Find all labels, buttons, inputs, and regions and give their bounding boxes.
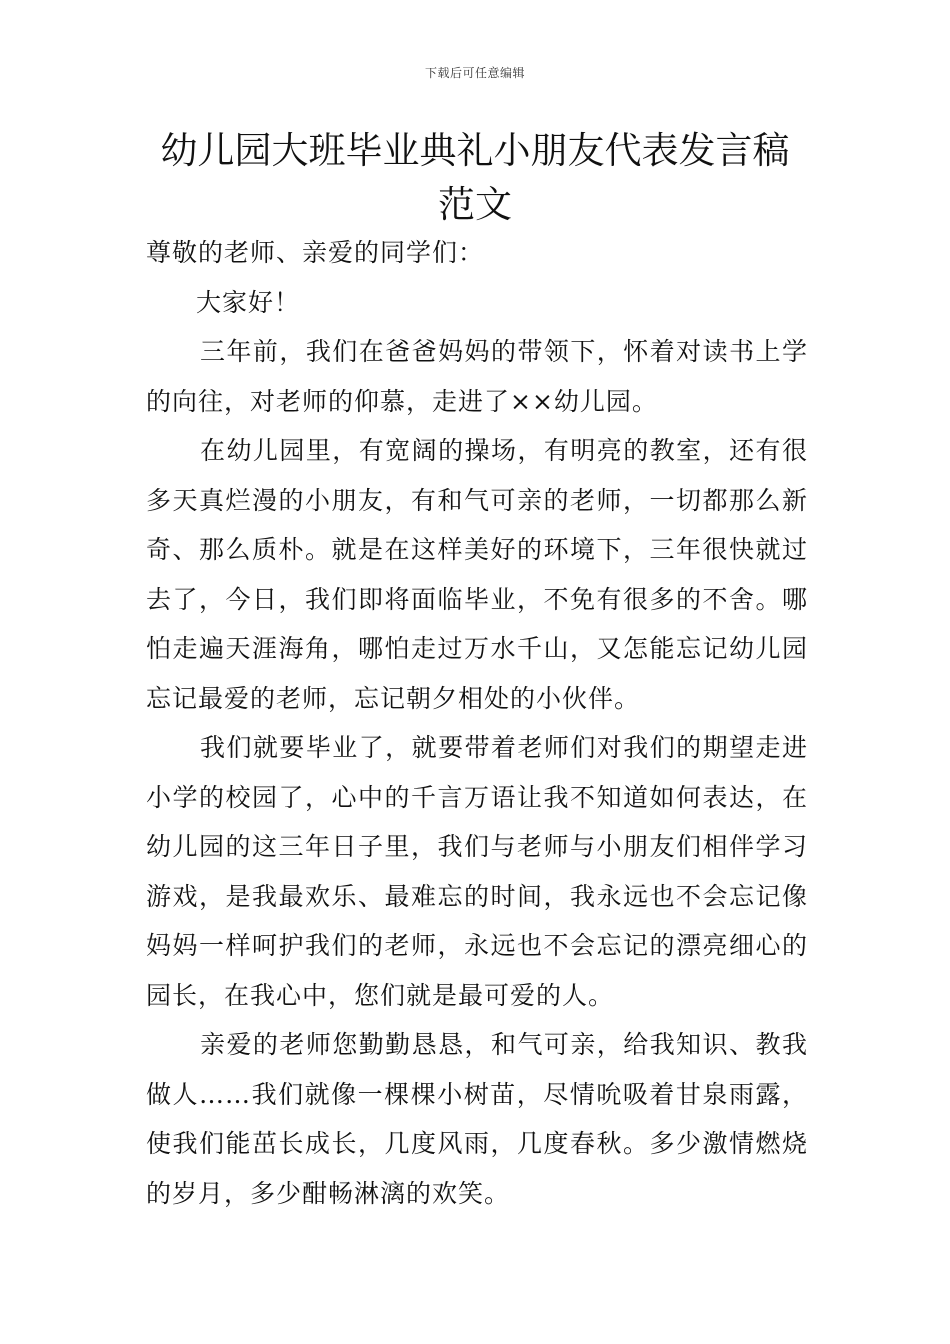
paragraph-4: 亲爱的老师您勤勤恳恳，和气可亲，给我知识、教我做人……我们就像一棵棵小树苗，尽情吮吸着甘泉雨露，使我们能茁长成长，几度风雨，几度春秋。多少激情燃烧的岁月，多少酣畅淋漓的欢笑。 [146,1030,808,1208]
document-body [146,228,808,1218]
paragraph-1: 三年前，我们在爸爸妈妈的带领下，怀着对读书上学的向往，对老师的仰慕，走进了××幼儿园。 [146,337,808,416]
document-title: 幼儿园大班毕业典礼小朋友代表发言稿范文 [160,129,790,226]
salutation: 尊敬的老师、亲爱的同学们： [146,238,485,267]
paragraph-3: 我们就要毕业了，就要带着老师们对我们的期望走进小学的校园了，心中的千言万语让我不知道如何表达，在幼儿园的这三年日子里，我们与老师与小朋友们相伴学习游戏，是我最欢乐、最难忘的时间，我永远也不会忘记像妈妈一样呵护我们的老师，永远也不会忘记的漂亮细心的园长，在我心中，您们就是最可爱的人。 [146,733,808,1010]
paragraph-2: 在幼儿园里，有宽阔的操场，有明亮的教室，还有很多天真烂漫的小朋友，有和气可亲的老师，一切都那么新奇、那么质朴。就是在这样美好的环境下，三年很快就过去了，今日，我们即将面临毕业，不免有很多的不舍。哪怕走遍天涯海角，哪怕走过万水千山，又怎能忘记幼儿园忘记最爱的老师，忘记朝夕相处的小伙伴。 [146,436,808,713]
greeting: 大家好！ [196,287,301,317]
header-note: 下载后可任意编辑 [424,66,525,80]
